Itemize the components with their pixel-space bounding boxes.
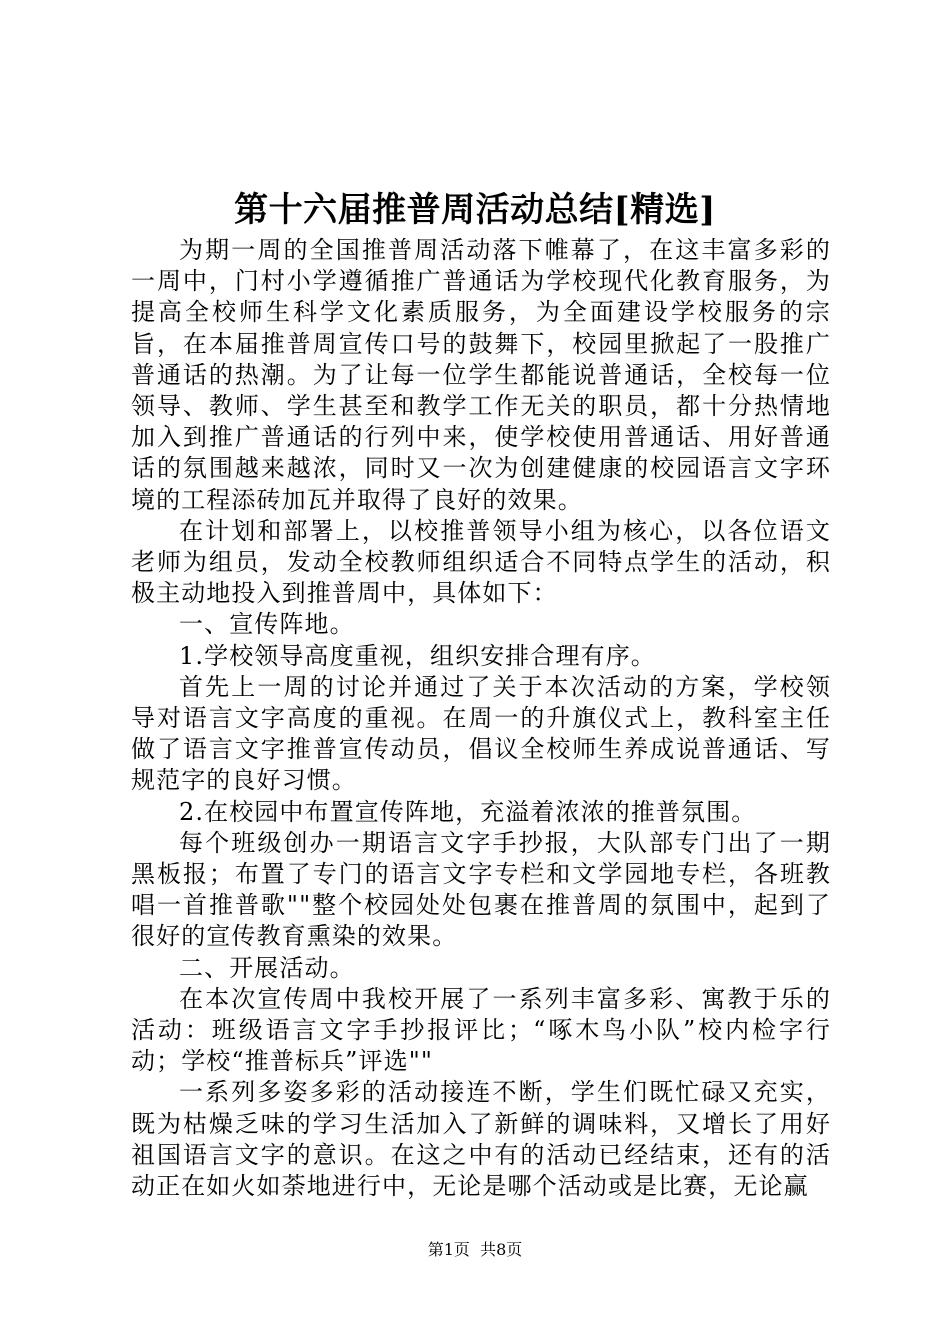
paragraph: 在计划和部署上，以校推普领导小组为核心，以各位语文老师为组员，发动全校教师组织适合不同特点学生的活动，积极主动地投入到推普周中，具体如下： [131,516,831,608]
section-heading: 一、宣传阵地。 [179,610,355,639]
page-number: 第1页 共8页 [427,1240,523,1259]
paragraph: 每个班级创办一期语言文字手抄报，大队部专门出了一期黑板报；布置了专门的语言文字专栏和文学园地专栏，各班教唱一首推普歌""整个校园处处包裹在推普周的氛围中，起到了很好的宣传教育熏染的效果。 [131,828,831,951]
page-footer [0,1238,950,1262]
paragraph: 在本次宣传周中我校开展了一系列丰富多彩、寓教于乐的活动：班级语言文字手抄报评比；“啄木鸟小队”校内检字行动；学校“推普标兵”评选"" [131,984,831,1076]
document-body [131,235,831,1202]
subsection-heading: 1.学校领导高度重视，组织安排合理有序。 [179,641,656,670]
document-title: 第十六届推普周活动总结[精选] [234,190,716,230]
paragraph: 首先上一周的讨论并通过了关于本次活动的方案，学校领导对语言文字高度的重视。在周一的升旗仪式上，教科室主任做了语言文字推普宣传动员，倡议全校师生养成说普通话、写规范字的良好习惯。 [131,672,831,795]
paragraph: 为期一周的全国推普周活动落下帷幕了，在这丰富多彩的一周中，门村小学遵循推广普通话为学校现代化教育服务，为提高全校师生科学文化素质服务，为全面建设学校服务的宗旨，在本届推普周宣传口号的鼓舞下，校园里掀起了一股推广普通话的热潮。为了让每一位学生都能说普通话，全校每一位领导、教师、学生甚至和教学工作无关的职员，都十分热情地加入到推广普通话的行列中来，使学校使用普通话、用好普通话的氛围越来越浓，同时又一次为创建健康的校园语言文字环境的工程添砖加瓦并取得了良好的效果。 [131,236,831,514]
paragraph: 一系列多姿多彩的活动接连不断，学生们既忙碌又充实，既为枯燥乏味的学习生活加入了新鲜的调味料，又增长了用好祖国语言文字的意识。在这之中有的活动已经结束，还有的活动正在如火如荼地进行中，无论是哪个活动或是比赛，无论赢 [131,1078,831,1201]
subsection-heading: 2.在校园中布置宣传阵地，充溢着浓浓的推普氛围。 [179,797,757,826]
section-heading: 二、开展活动。 [179,953,355,982]
